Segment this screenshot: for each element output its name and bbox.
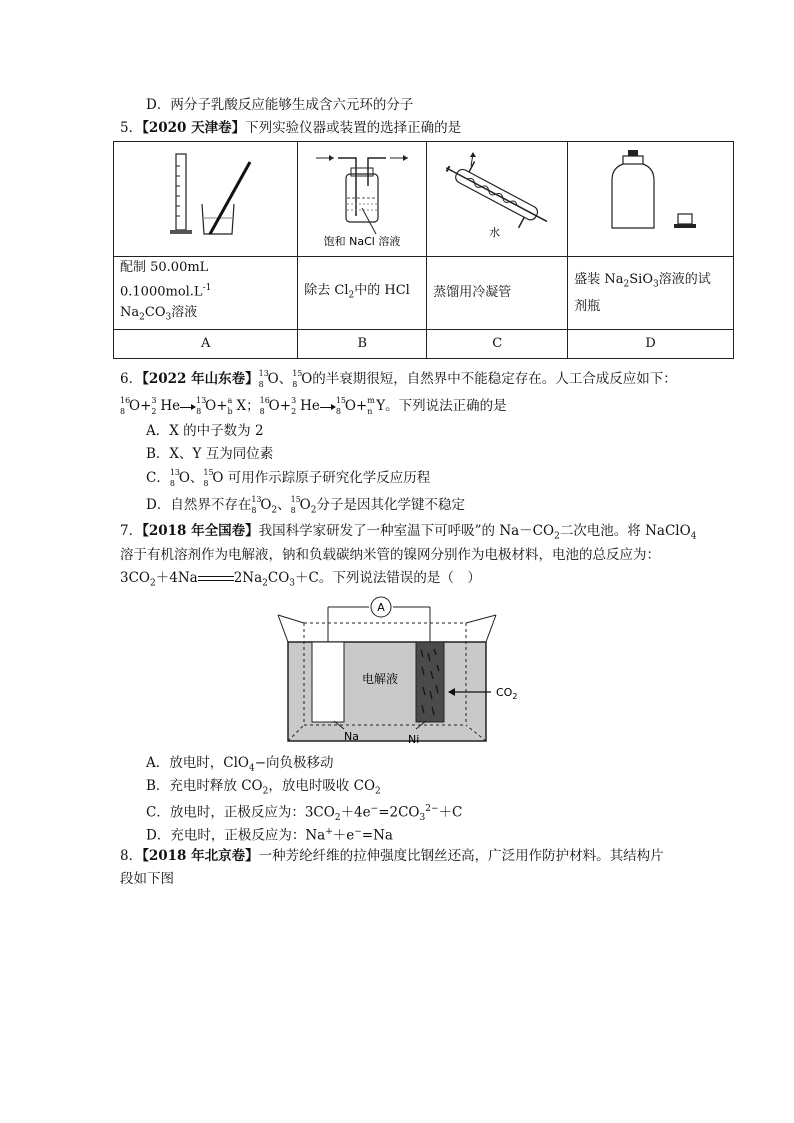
q5-desc-d-sub1: 2 [623,279,630,290]
q7-equation [120,568,481,594]
q7-option-c-sub3: 3 [419,813,426,824]
eq2-o-plus-2: O+ [344,398,368,414]
q7-stem-sub4: 4 [690,531,697,542]
q7-eq-sub2: 2 [150,578,156,589]
q5-desc-b-sub: 2 [348,290,355,301]
q8-source: 【2018 年北京卷】 [142,848,259,864]
q7-option-c-text3: =2CO [378,804,420,821]
q6-option-d-text: 分子是因其化学键不稳定 [316,497,465,513]
q6-option-c-o: O、 [178,470,204,486]
y-nuclide [367,395,376,416]
x-z: b [227,406,233,416]
q7-option-b-text1: B．充电时释放 CO [146,778,263,794]
q6c-o15-mass: 15 [203,467,214,477]
q7-number: 7． [120,523,143,539]
q8-number: 8． [120,848,143,864]
eq1-o-plus: O+ [129,398,152,414]
q5-source: 【2020 天津卷】 [142,120,246,136]
q6-option-c-text: O 可用作示踪原子研究化学反应历程 [212,470,431,486]
q7-option-d-minus: − [354,827,362,837]
q7-option-d-plus: + [325,827,333,837]
q7-option-c-text2: ＋4e [340,804,371,821]
q7-stem-1b: 二次电池。将 NaClO [559,523,691,539]
he3-nuclide [151,395,160,416]
q6d-o15 [290,494,301,515]
q5-figure-b-cell [298,142,427,257]
he3-nuclide-2 [291,395,300,416]
q5-desc-b [298,257,427,330]
o13-product-mass: 13 [196,395,207,405]
q7-heading [120,521,696,547]
q7-stem-sub2: 2 [554,531,560,542]
o13-nuclide [258,368,269,389]
q7-eq-right-sub3: 3 [289,578,296,589]
ammeter-label: A [377,601,385,614]
reaction-arrow-icon [180,402,196,412]
na-electrode-label: Na [344,730,359,743]
q5-desc-a-co: CO [144,305,166,321]
electrolyte-label: 电解液 [362,672,399,686]
o16-nuclide-2 [259,395,270,416]
o15-product-mass: 15 [335,395,347,405]
eq1-x: X； [236,398,260,414]
q6d-o15-mass: 15 [290,494,301,504]
ni-electrode-label: Ni [408,733,420,746]
q5-desc-a-sup: -1 [202,283,212,293]
condenser-figure [433,146,561,246]
q7-option-b [146,776,381,802]
q6-stem-2: O的半衰期很短，自然界中不能稳定存在。人工合成反应如下： [301,371,677,387]
q7-option-a-text1: A．放电时，ClO [146,755,249,771]
q7-option-b-sub2: 2 [375,786,381,797]
q7-eq-left: 3CO [120,570,150,586]
eq2-y: Y。下列说法正确的是 [376,398,507,414]
q7-option-d-text2: ＋e [332,827,355,844]
q7-eq-right: 2Na [233,570,263,586]
q5-caption-b: 饱和 NaCl 溶液 [323,234,401,246]
o16-nuclide [120,395,131,416]
q7-eq-right2: CO [267,570,290,586]
q4-option-d: D．两分子乳酸反应能够生成含六元环的分子 [146,97,414,113]
na-co2-battery-figure [276,595,526,747]
q7-option-b-sub1: 2 [262,786,269,797]
eq2-o-plus: O+ [268,398,292,414]
q7-option-d [146,822,393,846]
q6-option-d-sub1: 2 [271,505,278,516]
q6-number: 6． [120,371,143,387]
q7-option-c-minus: − [370,804,379,814]
eq1-he: He [160,398,181,414]
q7-option-c-charge: 2− [425,804,439,814]
q7-eq-left2: ＋4Na [155,570,198,586]
o15-product [335,395,347,416]
q7-option-a [146,753,334,779]
q7-option-d-text3: =Na [361,827,393,844]
q5-desc-b-text2: 中的 HCl [354,282,410,298]
q7-option-c-text4: ＋C [438,804,463,821]
co2-label [496,686,517,701]
o16-mass-2: 16 [259,395,270,405]
q5-desc-d-text1: 盛装 Na [574,272,624,288]
q5-desc-a-na: Na [120,305,140,321]
o15-nuclide [292,368,303,389]
q6-option-d-sub2: 2 [310,505,317,516]
q6-option-a: A．X 的中子数为 2 [146,423,264,439]
q6c-o13-z: 8 [169,478,175,488]
q5-desc-d-text4: 剂瓶 [574,298,601,314]
o16-mass: 16 [120,395,131,405]
q6d-o13 [251,494,262,515]
q5-desc-d-sio: SiO [629,272,653,288]
he3-z: 2 [151,406,157,416]
q6-equations [120,396,507,416]
q7-source: 【2018 年全国卷】 [142,523,259,539]
graduated-cylinder-beaker-figure [146,146,266,246]
y-mass: m [367,395,375,405]
q5-letter-c: C [427,329,568,358]
q6-heading [120,369,677,389]
reaction-arrow-icon-2 [320,402,336,412]
q8-heading [120,846,664,866]
q6-option-b: B．X、Y 互为同位素 [146,446,274,462]
q5-letter-d: D [568,329,734,358]
q6c-o13-mass: 13 [169,467,181,477]
q7-option-c-sub1: 2 [334,813,341,824]
q6-source: 【2022 年山东卷】 [142,371,259,387]
q5-desc-a-sub2: 3 [165,312,172,323]
q7-option-d-text1: D．充电时，正极反应为：Na [146,827,326,844]
q5-desc-a [114,257,298,330]
q5-desc-d-text3: 溶液的试 [658,272,711,288]
q5-heading [120,118,461,138]
q5-desc-a-text1: 配制 50.00mL 0.1000mol.L [120,260,209,300]
q5-number: 5． [120,120,143,136]
o13-product [196,395,207,416]
q6c-o15-z: 8 [203,478,209,488]
he3-mass: 3 [151,395,157,405]
q6d-o15-z: 8 [290,505,296,515]
q5-figure-c-cell [427,142,568,257]
eq2-he: He [300,398,320,414]
q7-option-c-text1: C．放电时，正极反应为：3CO [146,804,335,821]
o16-z-2: 8 [259,406,265,416]
reagent-bottle-figure [576,146,726,246]
q6-option-c-label: C． [146,470,170,486]
y-z: n [367,406,373,416]
q5-desc-c: 蒸馏用冷凝管 [427,257,568,330]
co2-label-sub: 2 [512,692,518,701]
he3-z-2: 2 [291,406,297,416]
q7-stem-1: 我国科学家研发了一种室温下可呼吸”的 Na－CO [258,523,555,539]
q7-option-a-text2: −向负极移动 [254,755,334,771]
q8-stem-2: 段如下图 [120,871,174,887]
o16-z: 8 [120,406,126,416]
q6-option-d-sep: 、 [277,497,291,513]
q8-stem-1: 一种芳纶纤维的拉伸强度比钢丝还高，广泛用作防护材料。其结构片 [258,848,664,864]
q6-option-d [146,495,465,521]
co2-label-text: CO [496,686,513,699]
q6-stem-1: O、 [267,371,293,387]
q6d-o13-mass: 13 [251,494,262,504]
q5-caption-c: 水 [489,225,501,239]
q6c-o13 [169,467,181,488]
eq1-o-plus-2: O+ [205,398,228,414]
reversible-equals-icon [198,574,234,584]
q6-option-d-label: D．自然界不存在 [146,497,252,513]
q7-eq-right3: ＋C。下列说法错误的是（ ） [295,570,481,586]
q5-letter-a: A [114,329,298,358]
q6-option-d-o2: O [299,497,311,513]
o15-product-z: 8 [335,406,341,416]
q6-option-c [146,468,430,488]
q7-eq-right-sub2: 2 [262,578,268,589]
o15-mass: 15 [292,368,303,378]
gas-washing-bottle-figure [304,146,420,246]
q5-stem: 下列实验仪器或装置的选择正确的是 [245,120,462,136]
he3-mass-2: 3 [291,395,297,405]
q5-figure-a-cell [114,142,298,257]
o13-product-z: 8 [196,406,202,416]
q5-figure-d-cell [568,142,734,257]
q5-desc-d [568,257,734,330]
q6d-o13-z: 8 [251,505,257,515]
o15-z: 8 [292,379,298,389]
q5-desc-b-text1: 除去 Cl [304,282,349,298]
q7-stem-2: 溶于有机溶剂作为电解液，钠和负载碳纳米管的镍网分别作为电极材料，电池的总反应为： [120,547,660,563]
q5-desc-a-solution: 溶液 [171,305,198,321]
q5-desc-d-sub2: 3 [653,279,659,290]
q7-option-b-text2: ，放电时吸收 CO [268,778,376,794]
o13-mass: 13 [258,368,269,378]
q6c-o15 [203,467,214,488]
o13-z: 8 [258,379,264,389]
q5-desc-a-sub1: 2 [139,312,145,323]
q5-letter-b: B [298,329,427,358]
x-mass: a [227,395,233,405]
x-nuclide [227,395,237,416]
q7-option-a-sub: 4 [248,763,255,774]
q5-options-table [113,141,734,359]
q6-option-d-o1: O [260,497,272,513]
